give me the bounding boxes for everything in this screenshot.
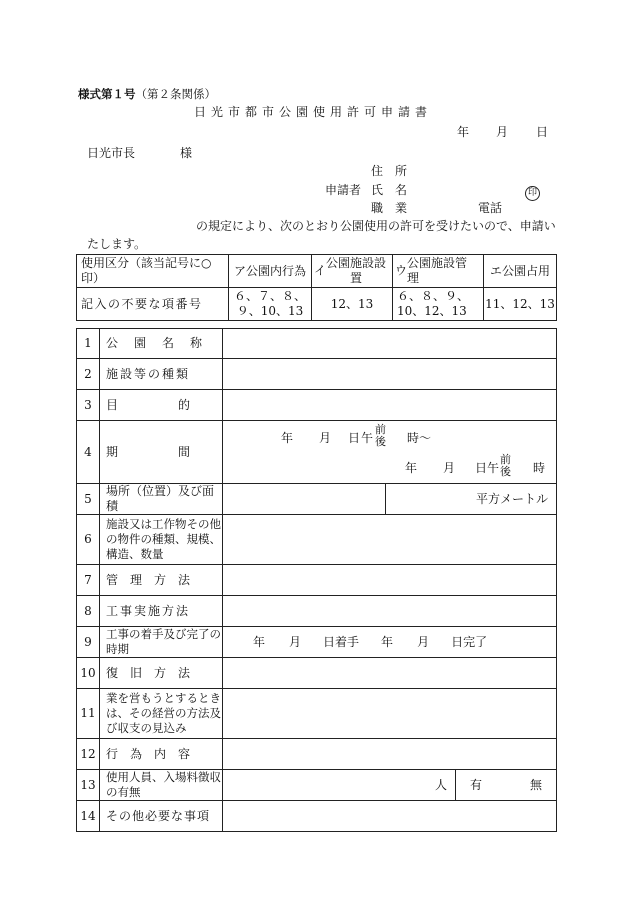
usage-header: 使用区分（該当記号に○印） [77, 255, 229, 288]
item-label: 復 旧 方 法 [100, 658, 223, 689]
facility-spec-field[interactable] [223, 515, 557, 565]
item-number: 10 [77, 658, 100, 689]
form-title: 日光市都市公園使用許可申請書 [194, 105, 433, 119]
purpose-field[interactable] [223, 390, 557, 421]
table-row [77, 329, 557, 359]
table-row [77, 770, 557, 801]
table-row [77, 484, 557, 515]
item-label: 業を営もうとするときは、その経営の方法及び収支の見込み [100, 689, 223, 739]
persons-field[interactable] [223, 770, 456, 801]
area-unit: 平方メートル [475, 491, 548, 506]
table-row [77, 658, 557, 689]
date-day: 日 [536, 125, 549, 139]
table-row [77, 739, 557, 770]
item-label: 施設又は工作物その他の物件の種類、規模、構造、数量 [100, 515, 223, 565]
item-number: 8 [77, 596, 100, 627]
usage-cat-u[interactable]: ウ公園施設管理 [393, 255, 484, 288]
activity-field[interactable] [223, 739, 557, 770]
table-row [77, 565, 557, 596]
item-label: 工事の着手及び完了の時期 [100, 627, 223, 658]
restoration-field[interactable] [223, 658, 557, 689]
addressee-suffix: 様 [180, 146, 193, 160]
item-number: 11 [77, 689, 100, 739]
item-label: 公 園 名 称 [100, 329, 223, 359]
item-label: 使用人員、入場料徴収の有無 [100, 770, 223, 801]
unneeded-u: ６、８、９、10、12、13 [393, 288, 484, 321]
persons-unit: 人 [434, 777, 447, 792]
item-label: 目 的 [100, 390, 223, 421]
fee-no: 無 [530, 777, 543, 792]
seal-icon: 印 [525, 180, 540, 201]
facility-type-field[interactable] [223, 359, 557, 390]
item-label: 行 為 内 容 [100, 739, 223, 770]
form-reference: （第２条関係） [135, 87, 216, 101]
items-table [76, 328, 557, 832]
item-label: 施設等の種類 [100, 359, 223, 390]
date-month: 月 [496, 125, 509, 139]
business-plan-field[interactable] [223, 689, 557, 739]
table-row [77, 801, 557, 832]
address-label: 住 所 [371, 164, 408, 178]
item-number: 2 [77, 359, 100, 390]
construction-method-field[interactable] [223, 596, 557, 627]
intro-text: の規定により、次のとおり公園使用の許可を受けたいので、申請い [196, 219, 556, 233]
management-field[interactable] [223, 565, 557, 596]
fee-field[interactable] [456, 770, 557, 801]
location-field[interactable] [223, 484, 386, 515]
unneeded-i: 12、13 [312, 288, 393, 321]
item-number: 5 [77, 484, 100, 515]
period-field[interactable]: 年 月 日 午 前 後 時 ～ 年 月 日 午 前 後 時 [223, 421, 557, 484]
item-number: 6 [77, 515, 100, 565]
phone-label: 電話 [478, 201, 503, 215]
other-field[interactable] [223, 801, 557, 832]
usage-cat-i[interactable]: イ公園施設設置 [312, 255, 393, 288]
item-label: 期 間 [100, 421, 223, 484]
table-row [77, 689, 557, 739]
table-row [77, 515, 557, 565]
addressee: 日光市長 [87, 146, 136, 160]
area-field[interactable] [386, 484, 557, 515]
usage-cat-a[interactable]: ア公園内行為 [229, 255, 312, 288]
job-label: 職 業 [371, 201, 408, 215]
table-row [77, 627, 557, 658]
usage-cat-e[interactable]: エ公園占用 [484, 255, 557, 288]
unneeded-label: 記入の不要な項番号 [77, 288, 229, 321]
unneeded-a: ６、７、８、９、10、13 [229, 288, 312, 321]
schedule-field[interactable]: 年 月 日着手 年 月 日完了 [223, 627, 557, 658]
unneeded-e: 11、12、13 [484, 288, 557, 321]
item-number: 14 [77, 801, 100, 832]
item-number: 7 [77, 565, 100, 596]
table-row [77, 421, 557, 484]
item-number: 9 [77, 627, 100, 658]
item-number: 12 [77, 739, 100, 770]
item-number: 1 [77, 329, 100, 359]
item-label: その他必要な事項 [100, 801, 223, 832]
item-number: 4 [77, 421, 100, 484]
park-name-field[interactable] [223, 329, 557, 359]
usage-table [76, 254, 557, 321]
intro-text-cont: たします。 [87, 237, 147, 251]
item-label: 場所（位置）及び面積 [100, 484, 223, 515]
name-label: 氏 名 [371, 183, 408, 197]
item-label: 管 理 方 法 [100, 565, 223, 596]
table-row [77, 596, 557, 627]
form-number: 様式第１号（第２条関係） [78, 87, 216, 101]
table-row [77, 390, 557, 421]
date-year: 年 [457, 125, 470, 139]
applicant-label: 申請者 [325, 183, 362, 197]
item-label: 工事実施方法 [100, 596, 223, 627]
table-row [77, 359, 557, 390]
fee-yes: 有 [470, 777, 483, 792]
item-number: 3 [77, 390, 100, 421]
item-number: 13 [77, 770, 100, 801]
